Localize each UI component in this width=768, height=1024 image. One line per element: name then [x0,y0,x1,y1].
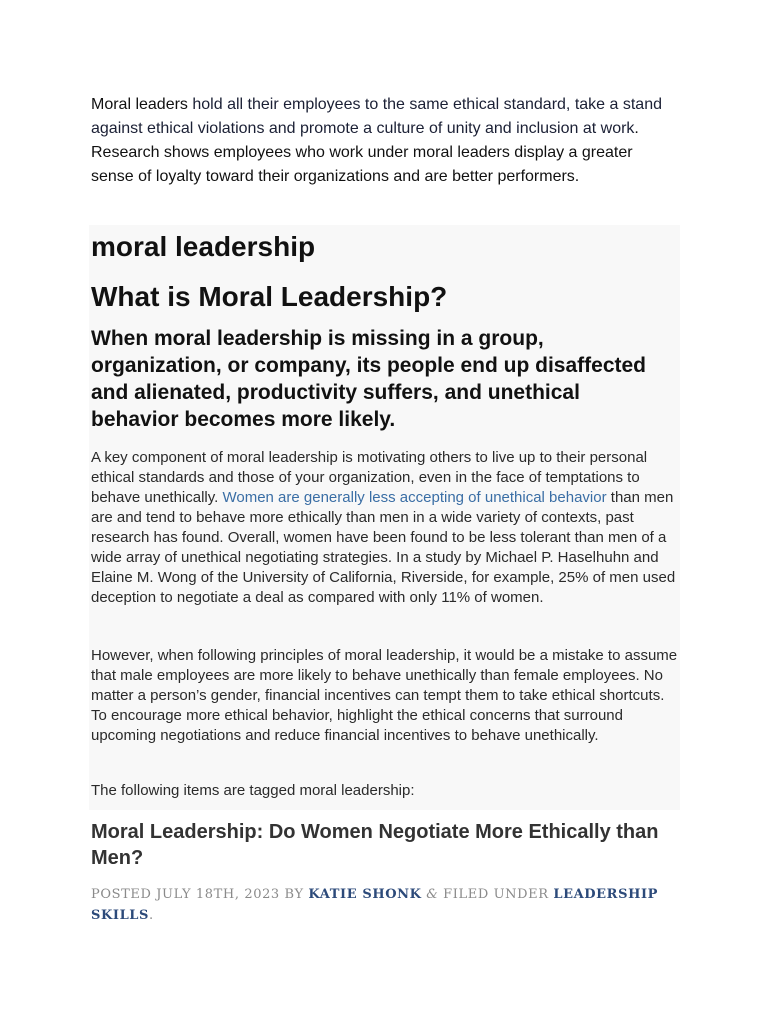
category-link[interactable]: LEADERSHIP SKILLS [91,887,659,923]
article-title-link[interactable]: Moral Leadership: Do Women Negotiate More Ethically than Men? [91,821,659,869]
women-unethical-behavior-link[interactable]: Women are generally less accepting of unethical behavior [222,489,607,506]
article-meta [91,884,681,926]
tag-heading: moral leadership [91,231,316,262]
filed-label: FILED UNDER [438,887,554,902]
paragraph1-after-link: than men are and tend to behave more ethically than men in a wide variety of contexts, past research has found. Overall, women have been found to be less tolerant than men of a wide array of unethical negotiating strategies. In a study by Michael P. Haselhuhn and Elaine M. Wong of the University of California, Riverside, for example, 25% of men used deception to negotiate a deal as compared with only 11% of women. [91,489,676,606]
paragraph-however: However, when following principles of moral leadership, it would be a mistake to assume that male employees are more likely to behave unethically than female employees. No matter a person’s gender, financial incentives can tempt them to take ethical shortcuts. To encourage more ethical behavior, highlight the ethical concerns that surround upcoming negotiations and reduce financial incentives to behave unethically. [91,647,678,744]
paragraph-key-component [91,448,681,608]
meta-end: . [149,908,154,923]
ampersand: & [426,887,439,902]
intro-highlight: hold all their employees to the same ethical standard, take a stand against ethical violations and promote a culture of unity and inclusion at work [91,96,662,137]
author-link[interactable]: KATIE SHONK [308,887,422,902]
paragraph1-before-link: A key component of moral leadership is motivating others to live up to their personal ethical standards and those of your organization, even in the face of temptations to behave unethically. [91,449,648,506]
posted-label: POSTED JULY 18TH, 2023 BY [91,887,309,902]
tagged-items-intro: The following items are tagged moral leadership: [91,782,415,799]
intro-text-end: . Research shows employees who work under moral leaders display a greater sense of loyalty toward their organizations and are better performers. [91,120,639,185]
page-title: What is Moral Leadership? [91,281,448,312]
subheading: When moral leadership is missing in a group, organization, or company, its people end up disaffected and alienated, productivity suffers, and unethical behavior becomes more likely. [91,327,647,431]
intro-text-start: Moral leaders [91,96,193,113]
intro-paragraph [91,93,676,189]
